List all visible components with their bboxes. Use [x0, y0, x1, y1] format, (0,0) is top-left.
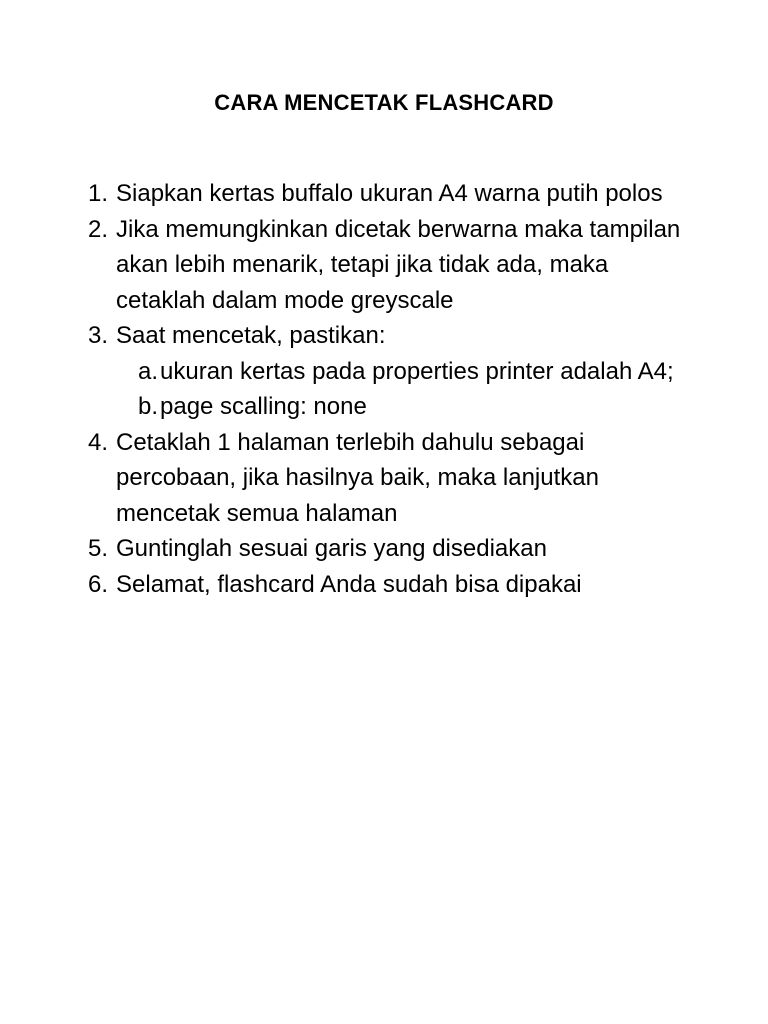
item-text: Jika memungkinkan dicetak berwarna maka tampilan akan lebih menarik, tetapi jika tidak ada, maka cetaklah dalam mode greyscale [116, 215, 681, 314]
sub-item-letter: a. [138, 357, 159, 385]
instruction-list [88, 176, 688, 602]
list-item [88, 176, 688, 212]
item-text: Saat mencetak, pastikan: [116, 322, 386, 349]
list-item [88, 567, 688, 603]
item-text: Siapkan kertas buffalo ukuran A4 warna putih polos [116, 180, 663, 207]
sub-item-letter: b. [138, 393, 159, 420]
item-number: 1. [88, 180, 109, 207]
item-text: Guntinglah sesuai garis yang disediakan [116, 535, 547, 562]
list-item [88, 531, 688, 567]
sub-list-item [138, 354, 688, 390]
document-title: CARA MENCETAK FLASHCARD [214, 90, 554, 115]
item-number: 4. [88, 428, 109, 456]
sub-list-item [138, 389, 688, 425]
list-item [88, 318, 688, 354]
item-text: Cetaklah 1 halaman terlebih dahulu sebagai percobaan, jika hasilnya baik, maka lanjutkan mencetak semua halaman [116, 428, 599, 527]
item-number: 5. [88, 535, 109, 562]
item-text: Selamat, flashcard Anda sudah bisa dipakai [116, 570, 582, 598]
item-number: 6. [88, 570, 109, 598]
list-item [88, 425, 688, 532]
item-number: 2. [88, 215, 109, 243]
list-item [88, 212, 688, 319]
sub-item-text: ukuran kertas pada properties printer adalah A4; [160, 357, 674, 385]
sub-item-text: page scalling: none [160, 393, 367, 420]
item-number: 3. [88, 322, 109, 349]
